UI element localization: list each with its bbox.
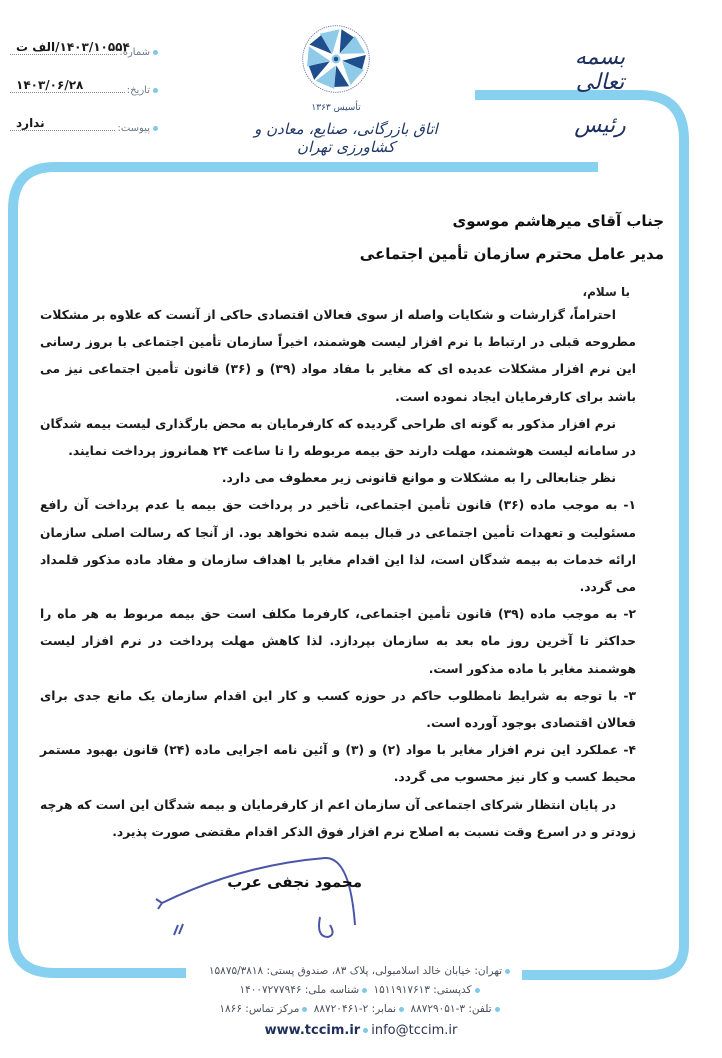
bullet-icon bbox=[363, 1028, 368, 1033]
bullet-icon bbox=[495, 1007, 500, 1012]
body-paragraph-attention: نظر جنابعالی را به مشکلات و موانع قانونی زیر معطوف می دارد. bbox=[221, 471, 616, 486]
addressee-block bbox=[360, 205, 664, 271]
letter-number-value: ۱۴۰۳/۱۰۵۵۴/الف ت bbox=[16, 40, 130, 54]
footer-phones-line bbox=[0, 1003, 722, 1015]
logo-founded-year: تأسیس ۱۳۶۳ bbox=[311, 103, 361, 113]
letter-body bbox=[40, 302, 636, 846]
letter-number-label-text: شماره: bbox=[119, 47, 150, 58]
bullet-icon bbox=[153, 50, 158, 55]
bullet-icon bbox=[153, 126, 158, 131]
footer-web-line bbox=[0, 1023, 722, 1038]
footer-email-link[interactable]: info@tccim.ir bbox=[371, 1023, 458, 1038]
letter-number-line bbox=[10, 40, 130, 55]
signatory-name: محمود نجفی عرب bbox=[227, 873, 362, 891]
greeting: با سلام، bbox=[582, 285, 630, 299]
letter-number-row bbox=[8, 38, 158, 58]
organization-name: اتاق بازرگانی، صنایع، معادن و کشاورزی تهران bbox=[254, 120, 438, 156]
handwritten-signature-icon bbox=[150, 855, 370, 955]
basmala-heading: بسمه تعالی bbox=[574, 45, 626, 95]
addressee-name: جناب آقای میرهاشم موسوی bbox=[452, 212, 664, 230]
footer-national-id: شناسه ملی: ۱۴۰۰۷۲۷۷۹۴۶ bbox=[239, 984, 360, 996]
letter-date-label bbox=[127, 85, 158, 96]
letter-attachment-value: ندارد bbox=[16, 116, 45, 130]
bullet-icon bbox=[362, 988, 367, 993]
letter-date-row bbox=[8, 76, 158, 96]
body-item-3: ۳- با توجه به شرایط نامطلوب حاکم در حوزه کسب و کار این اقدام سازمان یک مانع جدی برای فعالان اقتصادی بوجود آورده است. bbox=[40, 688, 636, 731]
footer-website-link[interactable]: www.tccim.ir bbox=[264, 1023, 361, 1038]
footer-fax: نمابر: ۲-۸۸۷۲۰۴۶۱ bbox=[313, 1003, 397, 1015]
letter-date-value: ۱۴۰۳/۰۶/۲۸ bbox=[16, 78, 84, 92]
bullet-icon bbox=[505, 969, 510, 974]
letter-attachment-label-text: پیوست: bbox=[117, 123, 150, 134]
letter-attachment-row bbox=[8, 114, 158, 134]
bullet-icon bbox=[399, 1007, 404, 1012]
president-label: رئیس bbox=[574, 113, 626, 138]
footer-ids-line bbox=[0, 984, 722, 996]
footer-address-line bbox=[0, 965, 722, 977]
chamber-logo-icon bbox=[300, 18, 372, 100]
footer-postal-code: کدپستی: ۱۵۱۱۹۱۷۶۱۳ bbox=[373, 984, 472, 996]
bullet-icon bbox=[153, 88, 158, 93]
letter-date-label-text: تاریخ: bbox=[126, 85, 150, 96]
letter-date-line bbox=[10, 78, 125, 93]
body-item-4: ۴- عملکرد این نرم افزار مغایر با مواد (۲) و (۳) و آئین نامه اجرایی ماده (۲۴) قانون بهبود مستمر محیط کسب و کار نیز محسوب می گردد. bbox=[40, 743, 636, 785]
footer-contact-center: مرکز تماس: ۱۸۶۶ bbox=[219, 1003, 300, 1015]
body-item-2: ۲- به موجب ماده (۳۹) قانون تأمین اجتماعی، کارفرما مکلف است حق بیمه مربوط به هر ماه را حداکثر تا آخرین روز ماه بعد به سازمان بپردازد. لذا کاهش مهلت پرداخت در نرم افزار لیست هوشمند مغایر با ماده مذکور است. bbox=[40, 607, 636, 676]
body-paragraph-intro: احتراماً، گزارشات و شکایات واصله از سوی فعالان اقتصادی حاکی از آنست که علاوه بر مشکلات مطروحه قبلی در ارتباط با نرم افزار لیست هوشمند، اخیراً سازمان تأمین اجتماعی با بروز رسانی این نرم افزار مشکلات عدیده ای که مغایر با مفاد مواد (۳۹) و (۳۶) قانون تأمین اجتماعی نیز می باشد برای کارفرمایان ایجاد نموده است. bbox=[39, 308, 637, 404]
bullet-icon bbox=[475, 988, 480, 993]
letter-attachment-label bbox=[117, 123, 158, 134]
addressee-title: مدیر عامل محترم سازمان تأمین اجتماعی bbox=[359, 245, 664, 263]
bullet-icon bbox=[302, 1007, 307, 1012]
body-item-1: ۱- به موجب ماده (۳۶) قانون تأمین اجتماعی، تأخیر در پرداخت حق بیمه یا عدم پرداخت آن رافع مسئولیت و تعهدات تأمین اجتماعی در قبال بیمه شده نخواهد بود. از آنجا که رسالت اصلی سازمان ارائه خدمات به بیمه شدگان است، لذا این اقدام مغایر با اهداف سازمان و مفاد ماده مذکور قلمداد می گردد. bbox=[40, 498, 636, 595]
letter-attachment-line bbox=[10, 116, 115, 131]
footer-address: تهران: خیابان خالد اسلامبولی، پلاک ۸۳، صندوق پستی: ۱۵۸۷۵/۳۸۱۸ bbox=[208, 965, 503, 977]
footer-phone: تلفن: ۳-۸۸۷۲۹۰۵۱ bbox=[410, 1003, 492, 1015]
body-paragraph-software: نرم افزار مذکور به گونه ای طراحی گردیده که کارفرمایان به محض بارگذاری لیست بیمه شدگان در سامانه لیست هوشمند، مهلت دارند حق بیمه مربوطه را تا ساعت ۲۴ همانروز پرداخت نمایند. bbox=[40, 416, 636, 459]
body-paragraph-closing: در پایان انتظار شرکای اجتماعی آن سازمان اعم از کارفرمایان و بیمه شدگان این است که هرچه زودتر و در اسرع وقت نسبت به اصلاح نرم افزار فوق الذکر اقدام مقتضی صورت پذیرد. bbox=[40, 797, 636, 839]
